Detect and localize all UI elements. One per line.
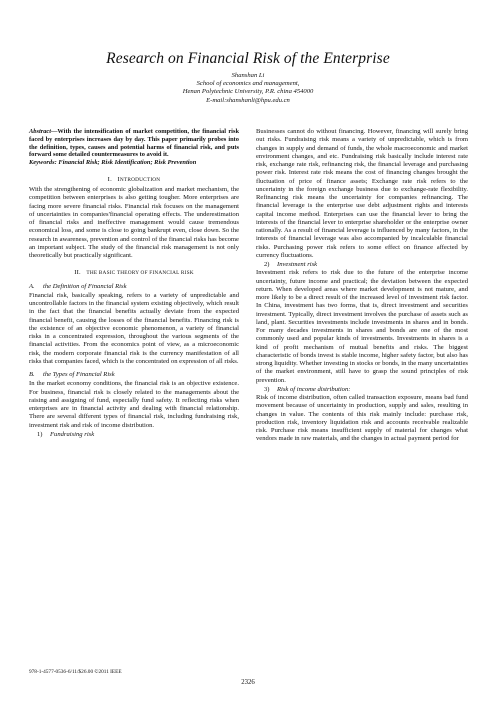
fundraising-paragraph: Businesses cannot do without financing. However, financing will surely bring out risks. Fundraising risk means a variety of unpredictable, which is from changes in supply and demand of funds, the whole macroeconomic and market environment changes, and etc. Fundraising risk basically include interest rate risk, exchange rate risk, refinancing risk, the financial leverage and purchasing power risk. Interest rate risk means the cost of financing changes brought the fluctuation of price of finance assets; Exchange rate risk refers to the uncertainty in the foreign exchange business due to exchange-rate flexibility. Refinancing risk means the uncertainty for companies refinancing. The financial leverage is the enterprise use debt adjustment rights and interests capital income method. Enterprises can use the financial lever to bring the interests of the financial lever to enterprise shareholder or the enterprise owner rationally. As a result of financial leverage is influenced by many factors, in the interests of financial leverage was also accompanied by incalculable financial risks. Purchasing power risk refers to some effect on finance affected by currency fluctuations. bbox=[256, 128, 468, 259]
keywords: Keywords: Financial Risk; Risk Identification; Risk Prevention bbox=[29, 159, 197, 167]
section-heading-introduction: I. INTRODUCTION bbox=[107, 175, 161, 183]
right-column bbox=[256, 128, 468, 444]
subsubsection-heading-investment: 2) Investment risk bbox=[264, 261, 318, 268]
keywords-label: Keywords bbox=[29, 159, 55, 167]
types-paragraph: In the market economy conditions, the financial risk is an objective existence. For business, financial risk is closely related to the managements about the raising and assigning of fund, especially fund safety. It reflecting risks when enterprises are in financial activity and dealing with financial relationship. There are several different types of financial risk, including fundraising risk, investment risk and risk of income distribution. bbox=[29, 380, 239, 429]
section-number: I. bbox=[107, 175, 112, 183]
investment-paragraph: Investment risk refers to risk due to the future of the enterprise income uncertainty, future income and practical; the deviation between the expected return. When developed areas where market development is not mature, and more likely to be a direct result of the increased level of investment risk factor. In China, investment has two forms, that is, direct investment and securities investment. Typically, direct investment involves the purchase of assets such as land, plant. Securities investments include investments in shares and in bonds. For many decades investments in shares and bonds are one of the most commonly used and popular kinds of investments. Investments in shares is a kind of profit mechanism of mutual benefits and risks. The biggest characteristic of bonds invest is stable income, higher safety factor, but also has strong liquidity. Whether investing in stocks or bonds, in the many uncertainties of the market environment, still have to grasp the sound principles of risk prevention. bbox=[256, 269, 468, 384]
income-distribution-paragraph: Risk of income distribution, often called transaction exposure, means bad fund movement because of uncertainty in production, supply and sales, resulting in changes in value. The contents of this risk mainly include: purchase risk, production risk, inventory liquidation risk and accounts receivable realizable risk. Purchase risk means insufficient supply of material for changes what vendors made in raw materials, and the changes in actual payment period for bbox=[256, 394, 468, 443]
subsubsection-heading-fundraising: 1) Fundraising risk bbox=[37, 430, 95, 438]
abstract-text: With the intensification of market competition, the financial risk faced by enterprises increases day by day. This paper primarily probes into the definition, types, causes and potential harms of financial risk, and puts forward some detailed countermeasures to avoid it. bbox=[29, 128, 239, 159]
section-heading-basic-theory: II. THE BASIC THEORY OF FINANCIAL RISK bbox=[74, 269, 194, 277]
author-block bbox=[20, 72, 476, 105]
affiliation-line-1: School of economics and management, bbox=[196, 80, 300, 88]
subsection-heading-definition: A. the Definition of Financial Risk bbox=[29, 282, 127, 290]
left-column bbox=[29, 128, 239, 439]
affiliation-line-2: Henan Polytechnic University, P.R. china 454000 bbox=[182, 88, 314, 96]
abstract-label: Abstract bbox=[29, 128, 52, 135]
definition-paragraph: Financial risk, basically speaking, refers to a variety of unpredictable and uncontrollable factors in the financial system existing objectively, which result in the fact that the financial benefits actually deviate from the expected financial benefit, causing the losses of the financial benefits. Financing risk is the existence of an objective economic phenomenon, a variety of financial risks in a concentrated expression, throughout the various segments of the financial activities. From the economics point of view, as a microeconomic risk, the modern corporate financial risk is the currency manifestation of all risks that companies faced, which is the concentrated on expression of all risks. bbox=[29, 291, 239, 365]
section-number: II. bbox=[74, 269, 81, 277]
subsubsection-heading-income-distribution: 3) Risk of income distribution: bbox=[264, 385, 351, 393]
author-email: E-mail:shanshanli@hpu.edu.cn bbox=[206, 96, 290, 104]
introduction-paragraph: With the strengthening of economic globalization and market mechanism, the competition between enterprises is also getting tougher. More enterprises are facing more severe financial risks. Financial risk focuses on the management of uncertainties in companies'financial operating effects. The underestimation of financial risks and ineffective management would cause tremendous economical loss, and some is close to going bankrupt even, close down. So the research in awareness, prevention and control of the financial risks has become an important subject. The study of the financial risk management is not only theoretically but practically significant. bbox=[29, 186, 239, 260]
page-number: 2326 bbox=[241, 679, 255, 686]
subsection-heading-types: B. the Types of Financial Risk bbox=[29, 371, 115, 379]
keywords-text: Financial Risk; Risk Identification; Risk Prevention bbox=[58, 159, 197, 167]
isbn-footer: 978-1-4577-0536-6/11/$26.00 ©2011 IEEE bbox=[29, 669, 122, 675]
paper-title: Research on Financial Risk of the Enterprise bbox=[106, 50, 390, 67]
abstract: Abstract—With the intensification of market competition, the financial risk faced by enterprises increases day by day. This paper primarily probes into the definition, types, causes and potential harms of financial risk, and puts forward some detailed countermeasures to avoid it. bbox=[29, 128, 239, 159]
author-name: Shanshan Li bbox=[231, 72, 265, 79]
